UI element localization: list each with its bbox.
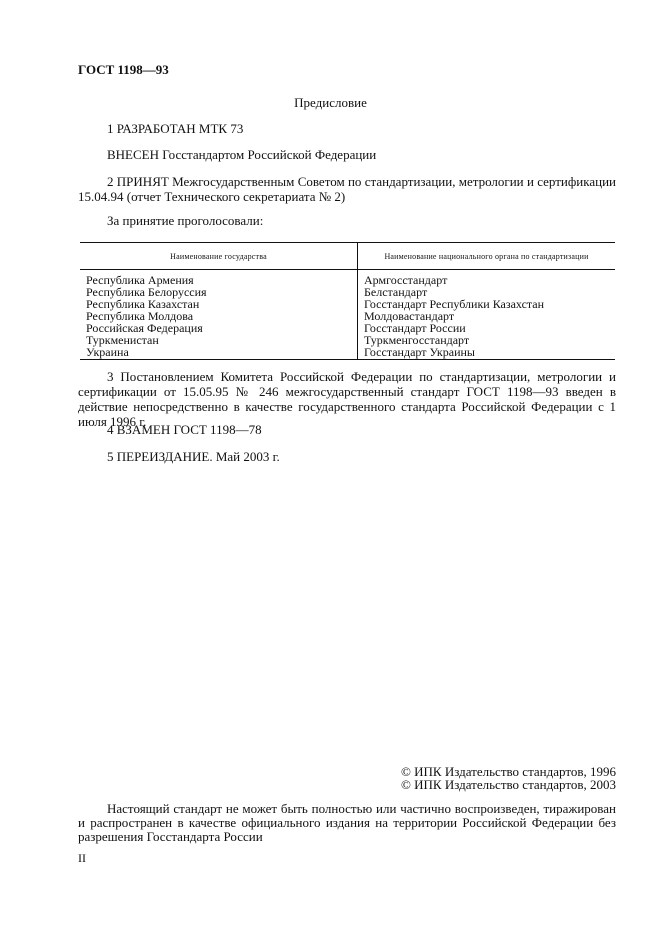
table-row	[80, 322, 615, 334]
table-cell-state: Туркменистан	[80, 334, 358, 346]
reproduction-notice: Настоящий стандарт не может быть полностью или частично воспроизведен, тиражирован и распространен в качестве официального издания на территории Российской Федерации без разрешения Госстандарта России	[78, 801, 616, 844]
table-cell-state: Республика Казахстан	[80, 298, 358, 310]
table-cell-body: Госстандарт Украины	[358, 346, 616, 360]
table-cell-body: Армгосстандарт	[364, 273, 448, 287]
table-header-row	[80, 243, 615, 270]
voting-table	[80, 242, 615, 360]
table-cell-body: Госстандарт Республики Казахстан	[364, 297, 545, 311]
paragraph-introduced-by: ВНЕСЕН Госстандартом Российской Федерации	[107, 147, 377, 162]
table-cell-state: Республика Белоруссия	[80, 286, 358, 298]
table-row	[80, 270, 615, 287]
table-cell-body: Туркменгосстандарт	[364, 333, 470, 347]
copyright-line-1996: © ИПК Издательство стандартов, 1996	[401, 764, 616, 779]
table-cell-state: Республика Молдова	[80, 310, 358, 322]
paragraph-reissue: 5 ПЕРЕИЗДАНИЕ. Май 2003 г.	[107, 449, 280, 464]
table-row	[80, 334, 615, 346]
paragraph-voted-for: За принятие проголосовали:	[107, 213, 264, 228]
table-cell-body: Госстандарт России	[364, 321, 466, 335]
table-row	[80, 346, 615, 360]
table-cell-body: Молдовастандарт	[364, 309, 455, 323]
standard-code-header: ГОСТ 1198—93	[78, 62, 169, 77]
paragraph-adopted: 2 ПРИНЯТ Межгосударственным Советом по стандартизации, метрологии и сертификации 15.04.94 (отчет Технического секретариата № 2)	[78, 174, 616, 204]
copyright-line-2003: © ИПК Издательство стандартов, 2003	[401, 777, 616, 792]
table-cell-state: Украина	[80, 346, 358, 360]
paragraph-developed-by: 1 РАЗРАБОТАН МТК 73	[107, 121, 244, 136]
section-title: Предисловие	[294, 95, 367, 110]
table-cell-state: Российская Федерация	[80, 322, 358, 334]
table-header-state: Наименование государства	[80, 243, 358, 270]
paragraph-enacted: 3 Постановлением Комитета Российской Федерации по стандартизации, метрологии и сертификации от 15.05.95 № 246 межгосударственный стандарт ГОСТ 1198—93 введен в действие непосредственно в качестве государственного стандарта Российской Федерации с 1 июля 1996 г.	[78, 369, 616, 429]
table-header-body: Наименование национального органа по стандартизации	[358, 243, 616, 270]
table-cell-body: Белстандарт	[364, 285, 428, 299]
paragraph-replaces: 4 ВЗАМЕН ГОСТ 1198—78	[107, 422, 262, 437]
table-cell-state: Республика Армения	[80, 270, 358, 287]
page-number: II	[78, 851, 86, 865]
